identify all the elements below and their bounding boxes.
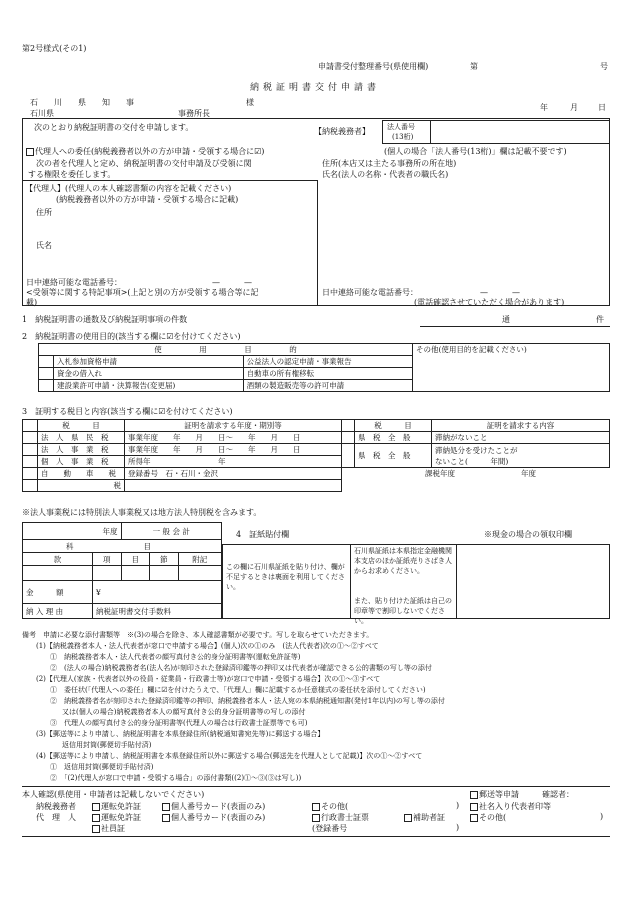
- acct-moku: 目: [143, 541, 151, 551]
- id-px-assistant[interactable]: 補助者証: [404, 812, 445, 823]
- corp-number-box: [382, 120, 610, 144]
- right-content-2: 滞納処分を受けたことが ないこと( 年間): [432, 444, 610, 468]
- proxy-delegation-checkbox[interactable]: 代理人への委任(納税義務者以外の方が申請・受領する場合に☑): [26, 146, 264, 157]
- tax-other[interactable]: 税: [38, 480, 125, 492]
- addressee-sama: 様: [246, 98, 254, 107]
- taxpayer-phone-note: (電話確認させていただく場合があります): [414, 298, 565, 307]
- purpose-construction[interactable]: 建設業許可申請・決算報告(変更届): [54, 380, 244, 392]
- taxpayer-phone-dash: — —: [480, 288, 520, 297]
- stamp-text-3: また、貼り付けた証紙は自己の印章等で割印しないでください。: [354, 597, 452, 625]
- intro-text: 次のとおり納税証明書の交付を申請します。: [34, 123, 194, 132]
- acct-ka: 科: [66, 541, 74, 551]
- corp-number-label: 法人番号: [387, 123, 415, 131]
- period-vehicle: 登録番号 石・石川・金沢: [125, 468, 342, 480]
- delegation-text-1: 次の者を代理人と定め、納税証明書の交付申請及び受領に関: [36, 159, 252, 168]
- acct-nendo: 年度: [23, 523, 122, 540]
- note-corp-tax: ※法人事業税には特別法人事業税又は地方法人特別税を含みます。: [22, 508, 262, 517]
- purpose-vehicle-transfer[interactable]: 自動車の所有権移転: [243, 368, 412, 380]
- id-employee-card[interactable]: 社員証: [92, 823, 125, 834]
- form-number: 第2号様式(その1): [22, 44, 87, 53]
- purpose-header: 使 用 目 的: [39, 344, 413, 356]
- right-tax-2[interactable]: 県 税 全 般: [355, 444, 432, 468]
- tax-year-label: 課税年度: [425, 469, 455, 479]
- receipt-stamp-label: ※現金の場合の領収印欄: [484, 530, 572, 539]
- th-period: 証明を請求する年度・期別等: [125, 420, 342, 432]
- remark-line-9: (3)【郵送等により申請し、納税証明書を本県登録住所(納税通知書宛先等)に郵送する場合】: [36, 730, 325, 738]
- delegation-text-2: する権限を委任します。: [28, 170, 116, 179]
- proxy-head-2: (納税義務者以外の方が申請・受領する場合に記載): [56, 195, 239, 204]
- addressee-office-head: 事務所長: [178, 109, 210, 118]
- proxy-special-1: <受領等に関する特記事項>(上記と別の方が受領する場合等に記: [26, 288, 259, 297]
- taxpayer-name-label: 氏名(法人の名称・代表者の職氏名): [322, 170, 449, 179]
- id-px-mynumber[interactable]: 個人番号カード(表面のみ): [162, 812, 265, 823]
- purpose-liquor[interactable]: 酒類の製造販売等の許可申請: [243, 380, 412, 392]
- taxpayer-address-label: 住所(本店又は主たる事務所の所在地): [322, 159, 457, 168]
- right-tax-1[interactable]: 県 税 全 般: [355, 432, 432, 444]
- id-tp-other[interactable]: その他(: [312, 801, 348, 812]
- accounting-table: [22, 522, 222, 619]
- acct-fuki: 附記: [178, 553, 221, 566]
- id-company-seal[interactable]: 社名入り代表者印等: [470, 801, 551, 812]
- page-title: 納税証明書交付申請書: [250, 83, 381, 93]
- date-year: 年: [540, 103, 548, 112]
- remark-line-8: ③ 代理人の顔写真付き公的身分証明書等(代理人の場合は行政書士証票等でも可): [50, 719, 308, 727]
- receipt-number-go: 号: [600, 62, 608, 71]
- section3-label: 3 証明する税目と内容(該当する欄に☑を付けてください): [22, 407, 233, 416]
- section1-tsu: 通: [502, 315, 510, 324]
- purpose-other[interactable]: その他(使用目的を記載ください): [413, 344, 610, 392]
- identity-head: 本人確認(県使用・申請者は記載しないでください): [22, 790, 205, 799]
- addressee-governor: 石 川 県 知 事: [30, 98, 138, 107]
- acct-moku-head: 目: [121, 553, 150, 566]
- remark-line-5: ① 委任状(「代理人への委任」欄に☑を付けたうえで、「代理人」欄に記載するか任意様式の委任状を添付してください): [50, 686, 426, 694]
- id-tp-mynumber[interactable]: 個人番号カード(表面のみ): [162, 801, 265, 812]
- th-tax: 税 目: [38, 420, 125, 432]
- checkbox-icon: [26, 148, 34, 156]
- tax-individual-business[interactable]: 個 人 事 業 税: [38, 456, 125, 468]
- date-day: 日: [598, 103, 606, 112]
- period-other: [125, 480, 342, 492]
- remark-line-11: (4)【郵送等により申請し、納税証明書を本県登録住所以外に郵送する場合(郵送先を代理人として記載)】次の①～②すべて: [36, 752, 423, 760]
- identity-confirmer: 確認者：: [542, 790, 574, 799]
- stamp-text-2: 石川県証紙は本県指定金融機関本支店のほか証紙売りさばき人からお求めください。: [354, 547, 452, 575]
- acct-kan: 款: [23, 553, 93, 566]
- remark-line-6: ② 納税義務者名が刻印された登録済印鑑等の押印、納税義務者本人・法人宛の本県納税通知書(発付1年以内)の写し等の添付: [50, 697, 445, 705]
- identity-proxy: 代 理 人: [36, 813, 76, 822]
- proxy-special-2: 載): [26, 298, 38, 307]
- taxpayer-label: 【納税義務者】: [314, 127, 370, 136]
- id-px-other[interactable]: その他(: [470, 812, 506, 823]
- proxy-address-label: 住所: [36, 208, 52, 217]
- acct-amount-label: 金 額: [23, 581, 93, 604]
- acct-yen: ¥: [92, 581, 221, 604]
- purpose-table: [38, 343, 610, 392]
- identity-mail[interactable]: 郵送等申請: [470, 789, 519, 800]
- acct-general: 一 般 会 計: [121, 523, 222, 540]
- corp-number-digits: (13桁): [392, 133, 414, 141]
- section4-label: 4 証紙貼付欄: [236, 530, 290, 539]
- tax-corp-resident[interactable]: 法 人 県 民 税: [38, 432, 125, 444]
- date-month: 月: [570, 103, 578, 112]
- id-tp-close: ): [456, 801, 460, 810]
- purpose-public-corp[interactable]: 公益法人の認定申請・事業報告: [243, 356, 412, 368]
- acct-reason: 納税証明書交付手数料: [92, 604, 221, 619]
- tax-items-table: [22, 419, 610, 492]
- identity-taxpayer: 納税義務者: [36, 802, 76, 811]
- remark-line-1: (1)【納税義務者本人・法人代表者が窓口で申請する場合】(個人)次の①のみ (法人代表者)次の①～②すべて: [36, 642, 379, 650]
- section2-label: 2 納税証明書の使用目的(該当する欄に☑を付けてください): [22, 332, 241, 341]
- th-tax2: 税 目: [355, 420, 432, 432]
- id-registration: (登録番号: [312, 824, 348, 833]
- period-corp-business: 事業年度 年 月 日～ 年 月 日: [125, 444, 342, 456]
- id-px-license[interactable]: 運転免許証: [92, 812, 141, 823]
- remark-line-3: ② (法人の場合)納税義務者名(法人名)が刻印された登録済印鑑等の押印又は代表者が確認できる公的書類の写し等の添付: [50, 664, 432, 672]
- proxy-head-1: 【代理人】(代理人の本人確認書類の内容を記載ください): [25, 184, 232, 193]
- id-tp-license[interactable]: 運転免許証: [92, 801, 141, 812]
- id-px-close: ): [600, 812, 604, 821]
- th-content: 証明を請求する内容: [432, 420, 610, 432]
- stamp-text-1: この欄に石川県証紙を貼り付け、欄が不足するときは裏面を利用してください。: [226, 563, 345, 591]
- id-registration-close: ): [456, 823, 460, 832]
- purpose-bid[interactable]: 入札参加資格申請: [54, 356, 244, 368]
- remark-line-13: ② 「(2)代理人が窓口で申請・受領する場合」の添付書類((2)①～③(③は写し)): [50, 774, 302, 782]
- tax-vehicle[interactable]: 自 動 車 税: [38, 468, 125, 480]
- addressee-pref: 石川県: [30, 109, 54, 118]
- remarks-head: 備考 申請に必要な添付書類等 ※(3)の場合を除き、本人確認書類が必要です。写しを取らせていただきます。: [22, 631, 374, 639]
- proxy-phone-label: 日中連絡可能な電話番号：: [26, 278, 122, 287]
- period-individual-business: 所得年 年: [125, 456, 342, 468]
- proxy-phone-dash: — —: [212, 278, 252, 287]
- period-corp-resident: 事業年度 年 月 日～ 年 月 日: [125, 432, 342, 444]
- acct-setsu: 節: [150, 553, 179, 566]
- remark-line-10: 返信用封筒(郵便切手貼付済): [62, 741, 152, 749]
- tax-corp-business[interactable]: 法 人 事 業 税: [38, 444, 125, 456]
- receipt-number-label: 申請書受付整理番号(県使用欄): [318, 62, 429, 71]
- acct-reason-label: 納 入 理 由: [23, 604, 93, 619]
- id-px-gyosei[interactable]: 行政書士証票: [312, 812, 369, 823]
- individual-note: (個人の場合「法人番号(13桁)」欄は記載不要です): [384, 147, 567, 156]
- checkbox-icon: [470, 791, 478, 799]
- section1-ken: 件: [596, 315, 604, 324]
- tax-year-nendo: 年度: [521, 469, 536, 479]
- remark-line-7: 又は(個人の場合)納税義務者本人の顔写真付き公的身分証明書等の写しの添付: [62, 708, 306, 716]
- receipt-number-dai: 第: [470, 62, 478, 71]
- right-content-1: 滞納がないこと: [432, 432, 610, 444]
- section1-label: 1 納税証明書の通数及び納税証明事項の件数: [22, 315, 188, 324]
- taxpayer-phone-label: 日中連絡可能な電話番号：: [322, 288, 418, 297]
- proxy-name-label: 氏名: [36, 241, 52, 250]
- remark-line-2: ① 納税義務者本人・法人代表者の顔写真付き公的身分証明書等(運転免許証等): [50, 653, 301, 661]
- purpose-loan[interactable]: 資金の借入れ: [54, 368, 244, 380]
- remark-line-12: ① 返信用封筒(郵便切手貼付済): [50, 763, 154, 771]
- acct-kou: 項: [92, 553, 121, 566]
- remark-line-4: (2)【代理人(家族・代表者以外の役員・従業員・行政書士等)が窓口で申請・受領する場合】次の①～③すべて: [36, 675, 381, 683]
